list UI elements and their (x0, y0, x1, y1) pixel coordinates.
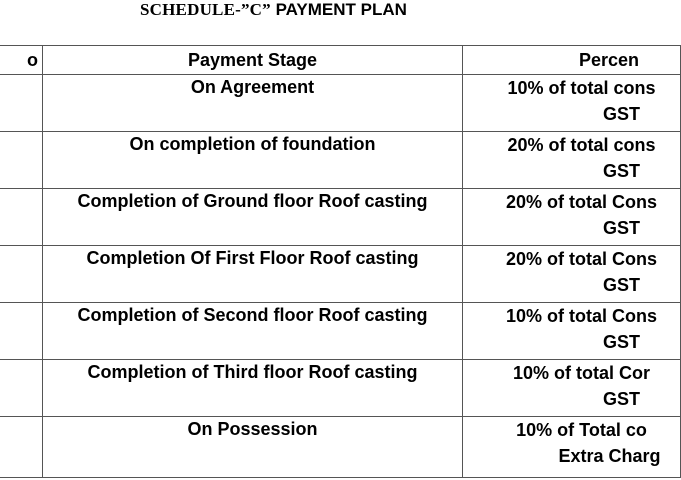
header-percentage: Percen (463, 46, 681, 75)
percentage-cell (463, 132, 681, 189)
payment-stage-cell: Completion of Second floor Roof casting (43, 303, 463, 360)
table-row (0, 246, 681, 303)
row-number-cell (0, 132, 43, 189)
percentage-line2: GST (602, 104, 640, 124)
table-row (0, 303, 681, 360)
row-number-cell (0, 417, 43, 478)
percentage-cell (463, 189, 681, 246)
payment-stage-cell: Completion of Third floor Roof casting (43, 360, 463, 417)
percentage-line1: 10% of total Cor (512, 363, 650, 383)
percentage-line1: 10% of Total co (516, 420, 647, 440)
percentage-line2: Extra Charg (558, 446, 661, 466)
percentage-line2: GST (602, 332, 640, 352)
percentage-cell (463, 303, 681, 360)
document-title (140, 0, 480, 22)
percentage-line2: GST (602, 161, 640, 181)
percentage-line1: 10% of total cons (507, 78, 656, 98)
percentage-cell (463, 75, 681, 132)
header-payment-stage: Payment Stage (43, 46, 463, 75)
payment-stage-cell: On Agreement (43, 75, 463, 132)
row-number-cell (0, 75, 43, 132)
table-row (0, 417, 681, 478)
percentage-line1: 20% of total cons (507, 135, 656, 155)
percentage-line2: GST (602, 389, 640, 409)
title-schedule: SCHEDULE-”C” (140, 0, 271, 19)
percentage-line1: 20% of total Cons (505, 249, 657, 269)
row-number-cell (0, 360, 43, 417)
percentage-cell (463, 246, 681, 303)
table-row (0, 132, 681, 189)
title-payment-plan: PAYMENT PLAN (275, 0, 407, 19)
percentage-line2: GST (602, 218, 640, 238)
row-number-cell (0, 246, 43, 303)
header-no: o (0, 46, 43, 75)
percentage-line1: 10% of total Cons (505, 306, 657, 326)
payment-stage-cell: Completion of Ground floor Roof casting (43, 189, 463, 246)
payment-stage-cell: On completion of foundation (43, 132, 463, 189)
percentage-line1: 20% of total Cons (505, 192, 657, 212)
percentage-cell (463, 417, 681, 478)
percentage-line2: GST (602, 275, 640, 295)
row-number-cell (0, 303, 43, 360)
payment-stage-cell: On Possession (43, 417, 463, 478)
table-row (0, 75, 681, 132)
table-row (0, 360, 681, 417)
row-number-cell (0, 189, 43, 246)
percentage-cell (463, 360, 681, 417)
table-row (0, 189, 681, 246)
table-header-row (0, 46, 681, 75)
payment-stage-cell: Completion Of First Floor Roof casting (43, 246, 463, 303)
payment-plan-table (0, 45, 681, 478)
